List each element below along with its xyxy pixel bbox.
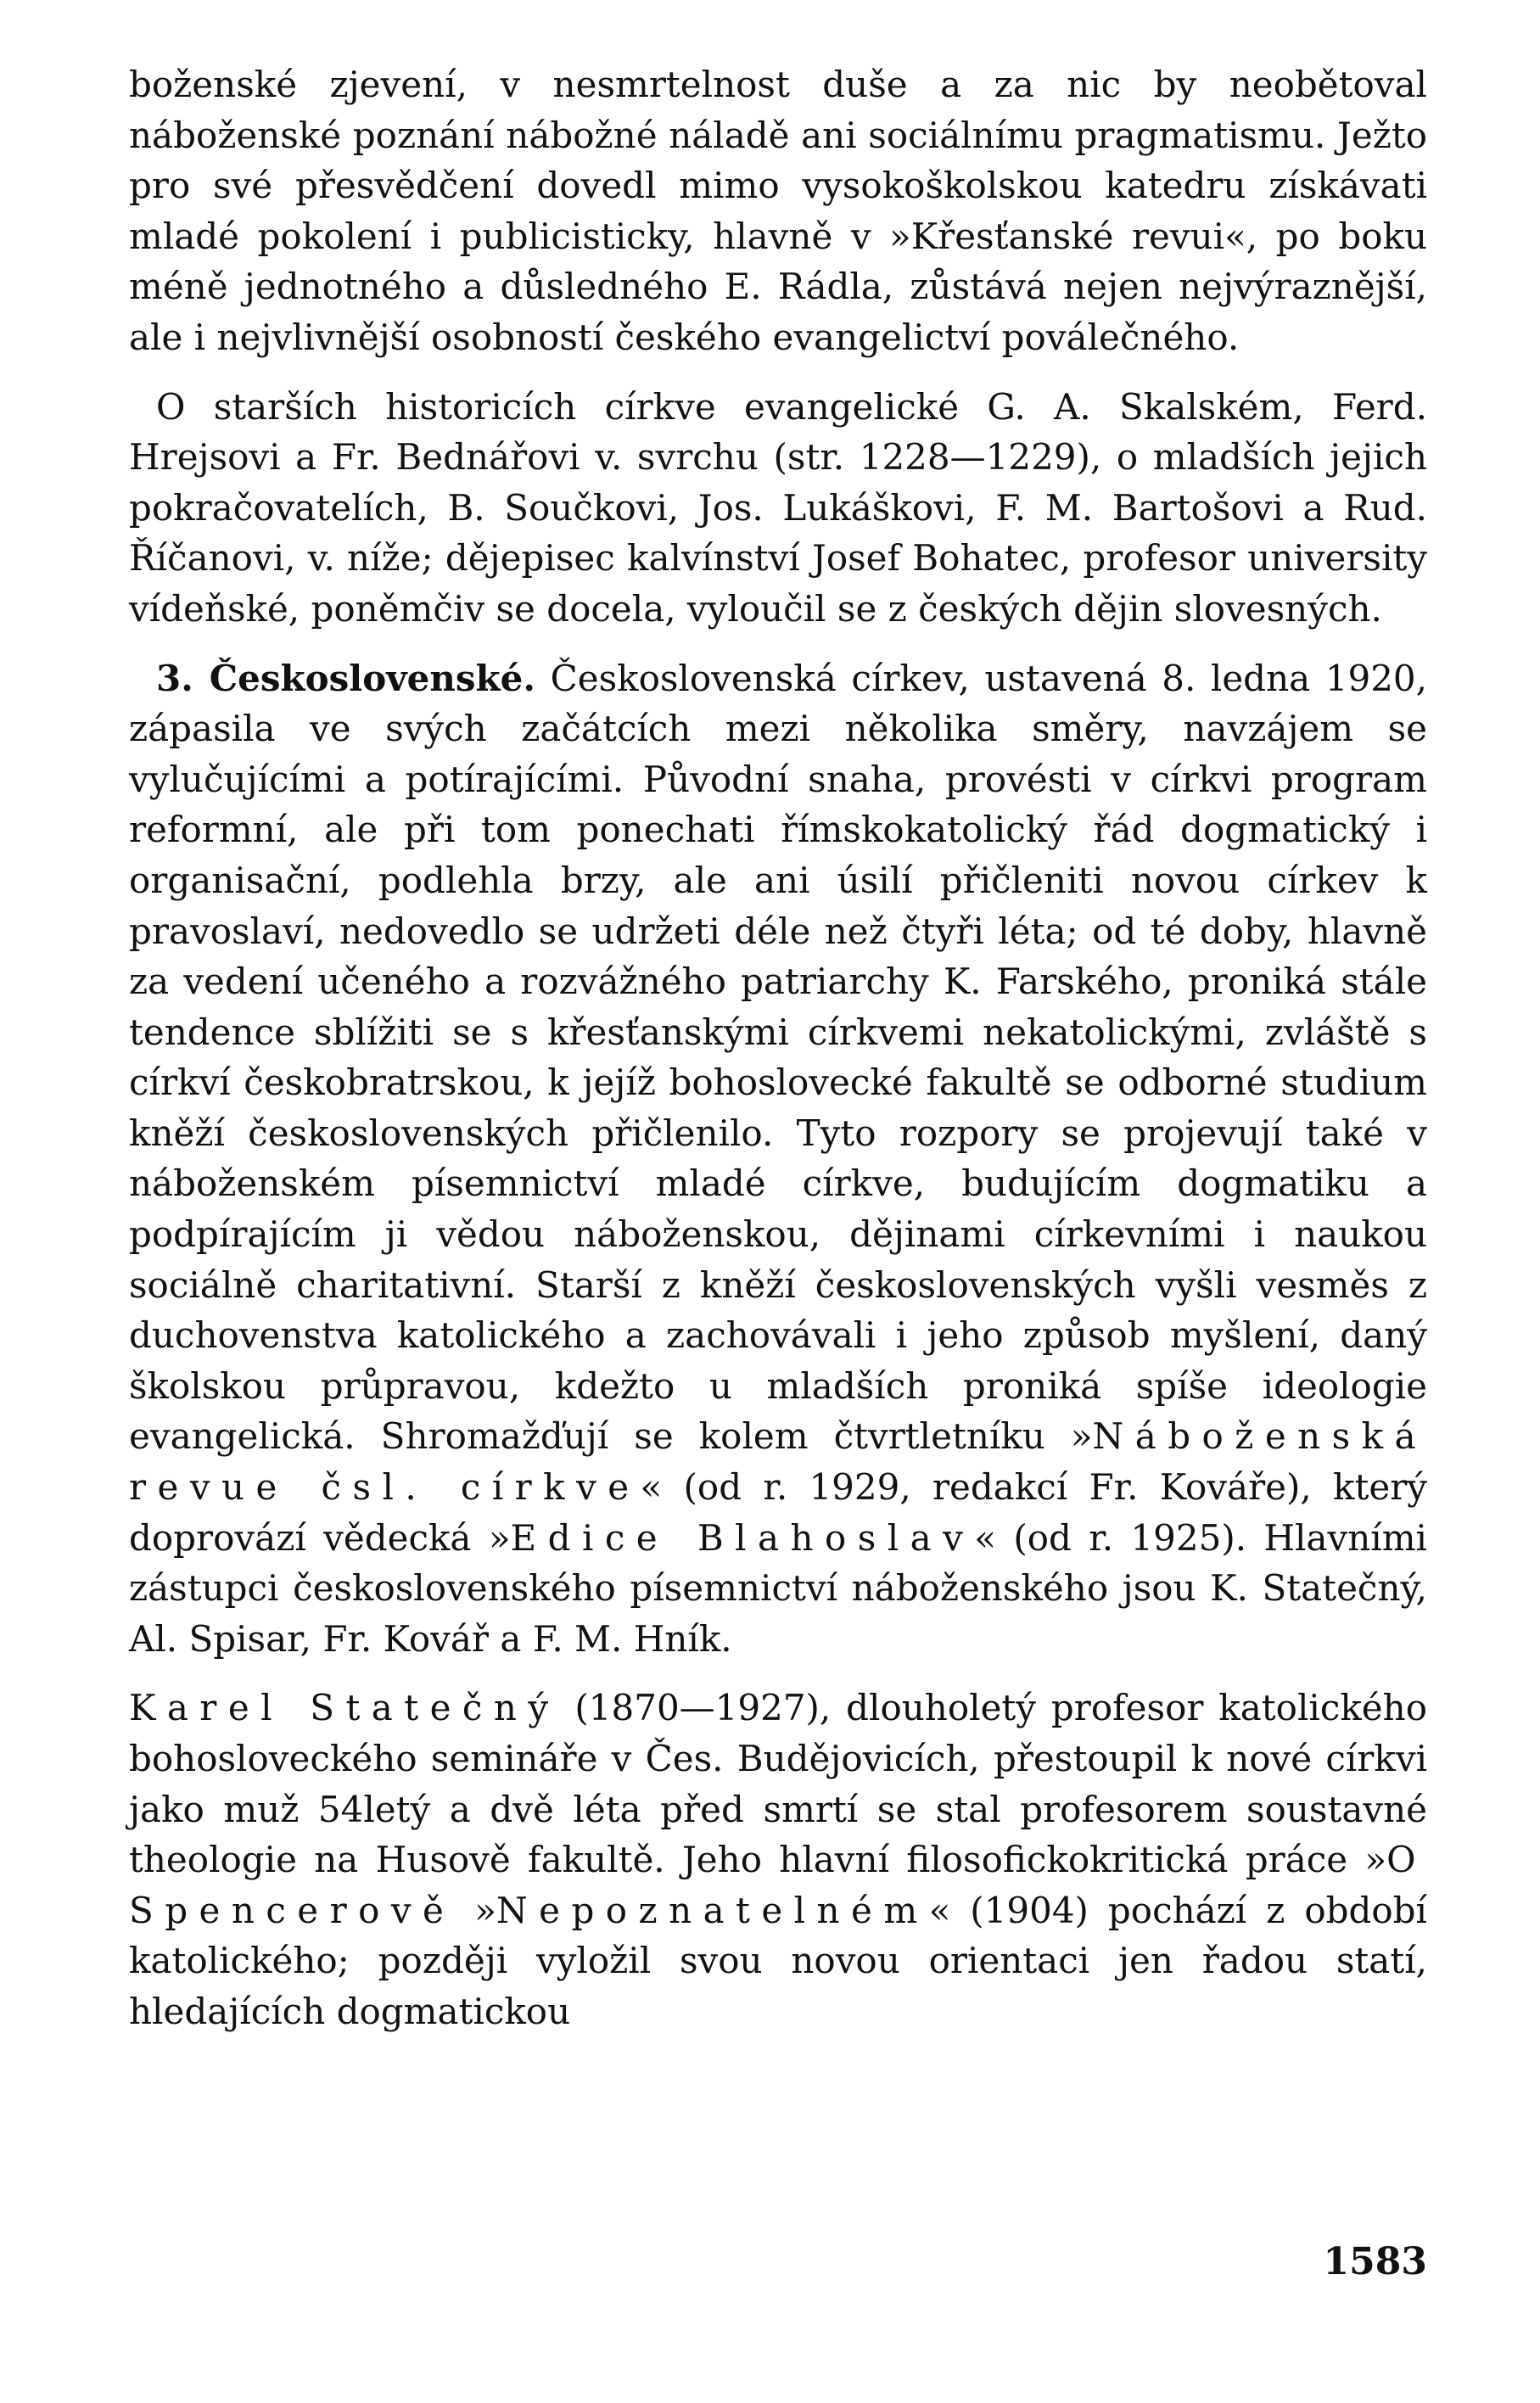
- paragraph-2-text: O starších historicích církve evangelické G. A. Skalském, Ferd. Hrejsovi a Fr. Bednářovi v. svrchu (str. 1228—1229), o mladších jejich pokračovatelích, B. Součkovi, Jos. Lukáškovi, F. M. Bartošovi a Rud. Říčanovi, v. níže; dějepisec kalvínství Josef Bohatec, profesor university vídeňské, poněmčiv se docela, vyloučil se z českých dějin slovesných.: [129, 385, 1427, 630]
- paragraph-1-text: boženské zjevení, v nesmrtelnost duše a za nic by neobětoval náboženské poznání nábožné náladě ani sociálnímu pragmatismu. Ježto pro své přesvědčení dovedl mimo vysokoškolskou katedru získávati mladé pokolení i publicisticky, hlavně v »Křesťanské revui«, po boku méně jednotného a důsledného E. Rádla, zůstává nejen nejvýraznější, ale i nejvlivnější osobností českého evangelictví poválečného.: [129, 64, 1427, 358]
- author-name: Karel Statečný: [129, 1687, 560, 1729]
- paragraph-4-text-a: (1870—1927), dlouholetý profesor katolického bohosloveckého semináře v Čes. Budějovicích, přestoupil k nové církvi jako muž 54letý a dvě léta před smrtí se stal profesorem soustavné theologie na Husově fakultě. Jeho hlavní filosofickokritická práce »: [129, 1687, 1427, 1881]
- paragraph-3: [129, 653, 1427, 1665]
- edition-title: Edice Blahoslav: [510, 1516, 975, 1559]
- paragraph-3-text-b: « (od r. 1929, redakcí Fr. Kováře), který doprovází vědecká »: [129, 1466, 1428, 1559]
- work-title-2: Nepoznatelném: [496, 1889, 929, 1931]
- paragraph-2: [129, 382, 1427, 635]
- page-number: 1583: [1323, 2240, 1427, 2283]
- journal-title: Náboženská revue čsl. církve: [129, 1415, 1427, 1509]
- page-body: [129, 59, 1427, 2037]
- paragraph-1: [129, 59, 1427, 363]
- work-title-1: O Spencerově: [129, 1839, 1427, 1931]
- paragraph-3-text-c: « (od r. 1925). Hlavními zástupci československého písemnictví náboženského jsou K. Statečný, Al. Spisar, Fr. Kovář a F. M. Hník.: [129, 1516, 1427, 1660]
- paragraph-4: [129, 1683, 1427, 2036]
- section-heading: 3. Československé.: [156, 657, 535, 699]
- paragraph-4-text-c: « (1904) pochází z období katolického; později vyložil svou novou orientaci jen řadou statí, hledajících dogmatickou: [129, 1889, 1427, 2032]
- paragraph-4-text-b: »: [455, 1889, 496, 1931]
- paragraph-3-text-a: Československá církev, ustavená 8. ledna 1920, zápasila ve svých začátcích mezi několika směry, navzájem se vylučujícími a potírajícími. Původní snaha, provésti v církvi program reformní, ale při tom ponechati římskokatolický řád dogmatický i organisační, podlehla brzy, ale ani úsilí přičleniti novou církev k pravoslaví, nedovedlo se udržeti déle než čtyři léta; od té doby, hlavně za vedení učeného a rozvážného patriarchy K. Farského, proniká stále tendence sblížiti se s křesťanskými církvemi nekatolickými, zvláště s církví českobratrskou, k jejíž bohoslovecké fakultě se odborné studium kněží československých přičlenilo. Tyto rozpory se projevují také v náboženském písemnictví mladé církve, budujícím dogmatiku a podpírajícím ji vědou náboženskou, dějinami církevními i naukou sociálně charitativní. Starší z kněží československých vyšli vesměs z duchovenstva katolického a zachovávali i jeho způsob myšlení, daný školskou průpravou, kdežto u mladších proniká spíše ideologie evangelická. Shromažďují se kolem čtvrtletníku »: [129, 657, 1427, 1458]
